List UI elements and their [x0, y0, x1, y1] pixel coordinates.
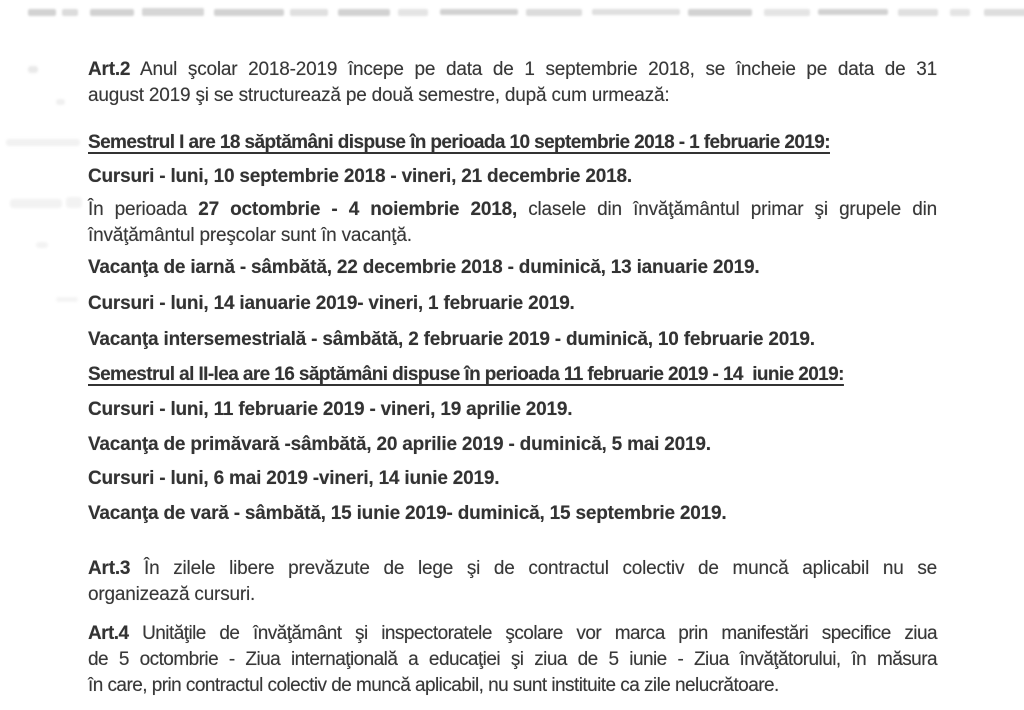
art4-text-3: în care, prin contractul colectiv de muncă aplicabil, nu sunt instituite ca zile nelucrătoare. [88, 675, 779, 696]
semester2-courses-1 [88, 397, 572, 423]
scan-artifact [56, 99, 65, 105]
primary-vacation-line-1 [88, 197, 937, 223]
art4-line-1 [88, 621, 937, 647]
art3-text-1: În zilele libere prevăzute de lege şi de contractul colectiv de muncă aplicabil nu se [130, 558, 937, 579]
art4-label: Art.4 [88, 623, 129, 644]
winter-vacation-text: Vacanţa de iarnă - sâmbătă, 22 decembrie 2018 - duminică, 13 ianuarie 2019. [88, 257, 760, 278]
semester1-courses-2-text: Cursuri - luni, 14 ianuarie 2019- vineri, 1 februarie 2019. [88, 293, 575, 314]
semester2-courses-1-text: Cursuri - luni, 11 februarie 2019 - vineri, 19 aprilie 2019. [88, 399, 573, 420]
art2-text-2: august 2019 şi se structurează pe două semestre, după cum urmează: [88, 85, 670, 106]
primary-vacation-dates: 27 octombrie - 4 noiembrie 2018, [198, 199, 518, 220]
primary-vacation-line-2-text: învăţământul preşcolar sunt în vacanţă. [88, 225, 412, 246]
art4-text-1: Unităţile de învăţământ şi inspectoratele şcolare vor marca prin manifestări specifice ziua [128, 623, 937, 644]
art4-line-2 [88, 647, 937, 673]
spring-vacation-line [88, 432, 711, 458]
semester1-courses-2 [88, 291, 575, 317]
art3-line-1 [88, 556, 937, 582]
scan-artifact [56, 297, 78, 302]
semester2-courses-2-text: Cursuri - luni, 6 mai 2019 -vineri, 14 iunie 2019. [88, 468, 500, 489]
semester1-courses-1-text: Cursuri - luni, 10 septembrie 2018 - vineri, 21 decembrie 2018. [88, 166, 632, 187]
art2-line-1 [88, 57, 937, 83]
scan-artifact [28, 66, 38, 73]
art4-text-2: de 5 octombrie - Ziua internaţională a educaţiei şi ziua de 5 iunie - Ziua învăţătorului, în măsura [88, 649, 937, 670]
scan-artifact [66, 197, 82, 208]
spring-vacation-text: Vacanţa de primăvară -sâmbătă, 20 aprilie 2019 - duminică, 5 mai 2019. [88, 434, 711, 455]
art3-text-2: organizează cursuri. [88, 584, 256, 605]
primary-vacation-suffix: clasele din învăţământul primar şi grupele din [517, 199, 938, 220]
art2-line-2 [88, 83, 669, 109]
semester1-heading: Semestrul I are 18 săptămâni dispuse în perioada 10 septembrie 2018 - 1 februarie 2019: [88, 132, 830, 153]
art3-line-2 [88, 582, 255, 608]
scan-artifact [6, 139, 80, 146]
art4-line-3 [88, 673, 779, 699]
art2-label: Art.2 [88, 59, 131, 80]
primary-vacation-line-2 [88, 223, 412, 249]
semester1-courses-1 [88, 164, 632, 190]
scan-artifact [36, 242, 48, 248]
primary-vacation-prefix: În perioada [88, 199, 199, 220]
art2-text-1: Anul şcolar 2018-2019 începe pe data de 1 septembrie 2018, se încheie pe data de 31 [130, 59, 937, 80]
art3-label: Art.3 [88, 558, 131, 579]
semester2-heading: Semestrul al II-lea are 16 săptămâni dispuse în perioada 11 februarie 2019 - 14 iunie 2019: [88, 364, 844, 385]
summer-vacation-line [88, 501, 726, 527]
summer-vacation-text: Vacanţa de vară - sâmbătă, 15 iunie 2019- duminică, 15 septembrie 2019. [88, 503, 727, 524]
winter-vacation-line [88, 255, 759, 281]
scan-artifact [10, 199, 62, 208]
semester1-heading-row [88, 130, 830, 156]
intersemester-vacation-line [88, 327, 815, 353]
semester2-courses-2 [88, 466, 499, 492]
semester2-heading-row [88, 362, 844, 388]
intersemester-vacation-text: Vacanţa intersemestrială - sâmbătă, 2 februarie 2019 - duminică, 10 februarie 2019. [88, 329, 815, 350]
faded-scan-text-line [28, 7, 1010, 17]
